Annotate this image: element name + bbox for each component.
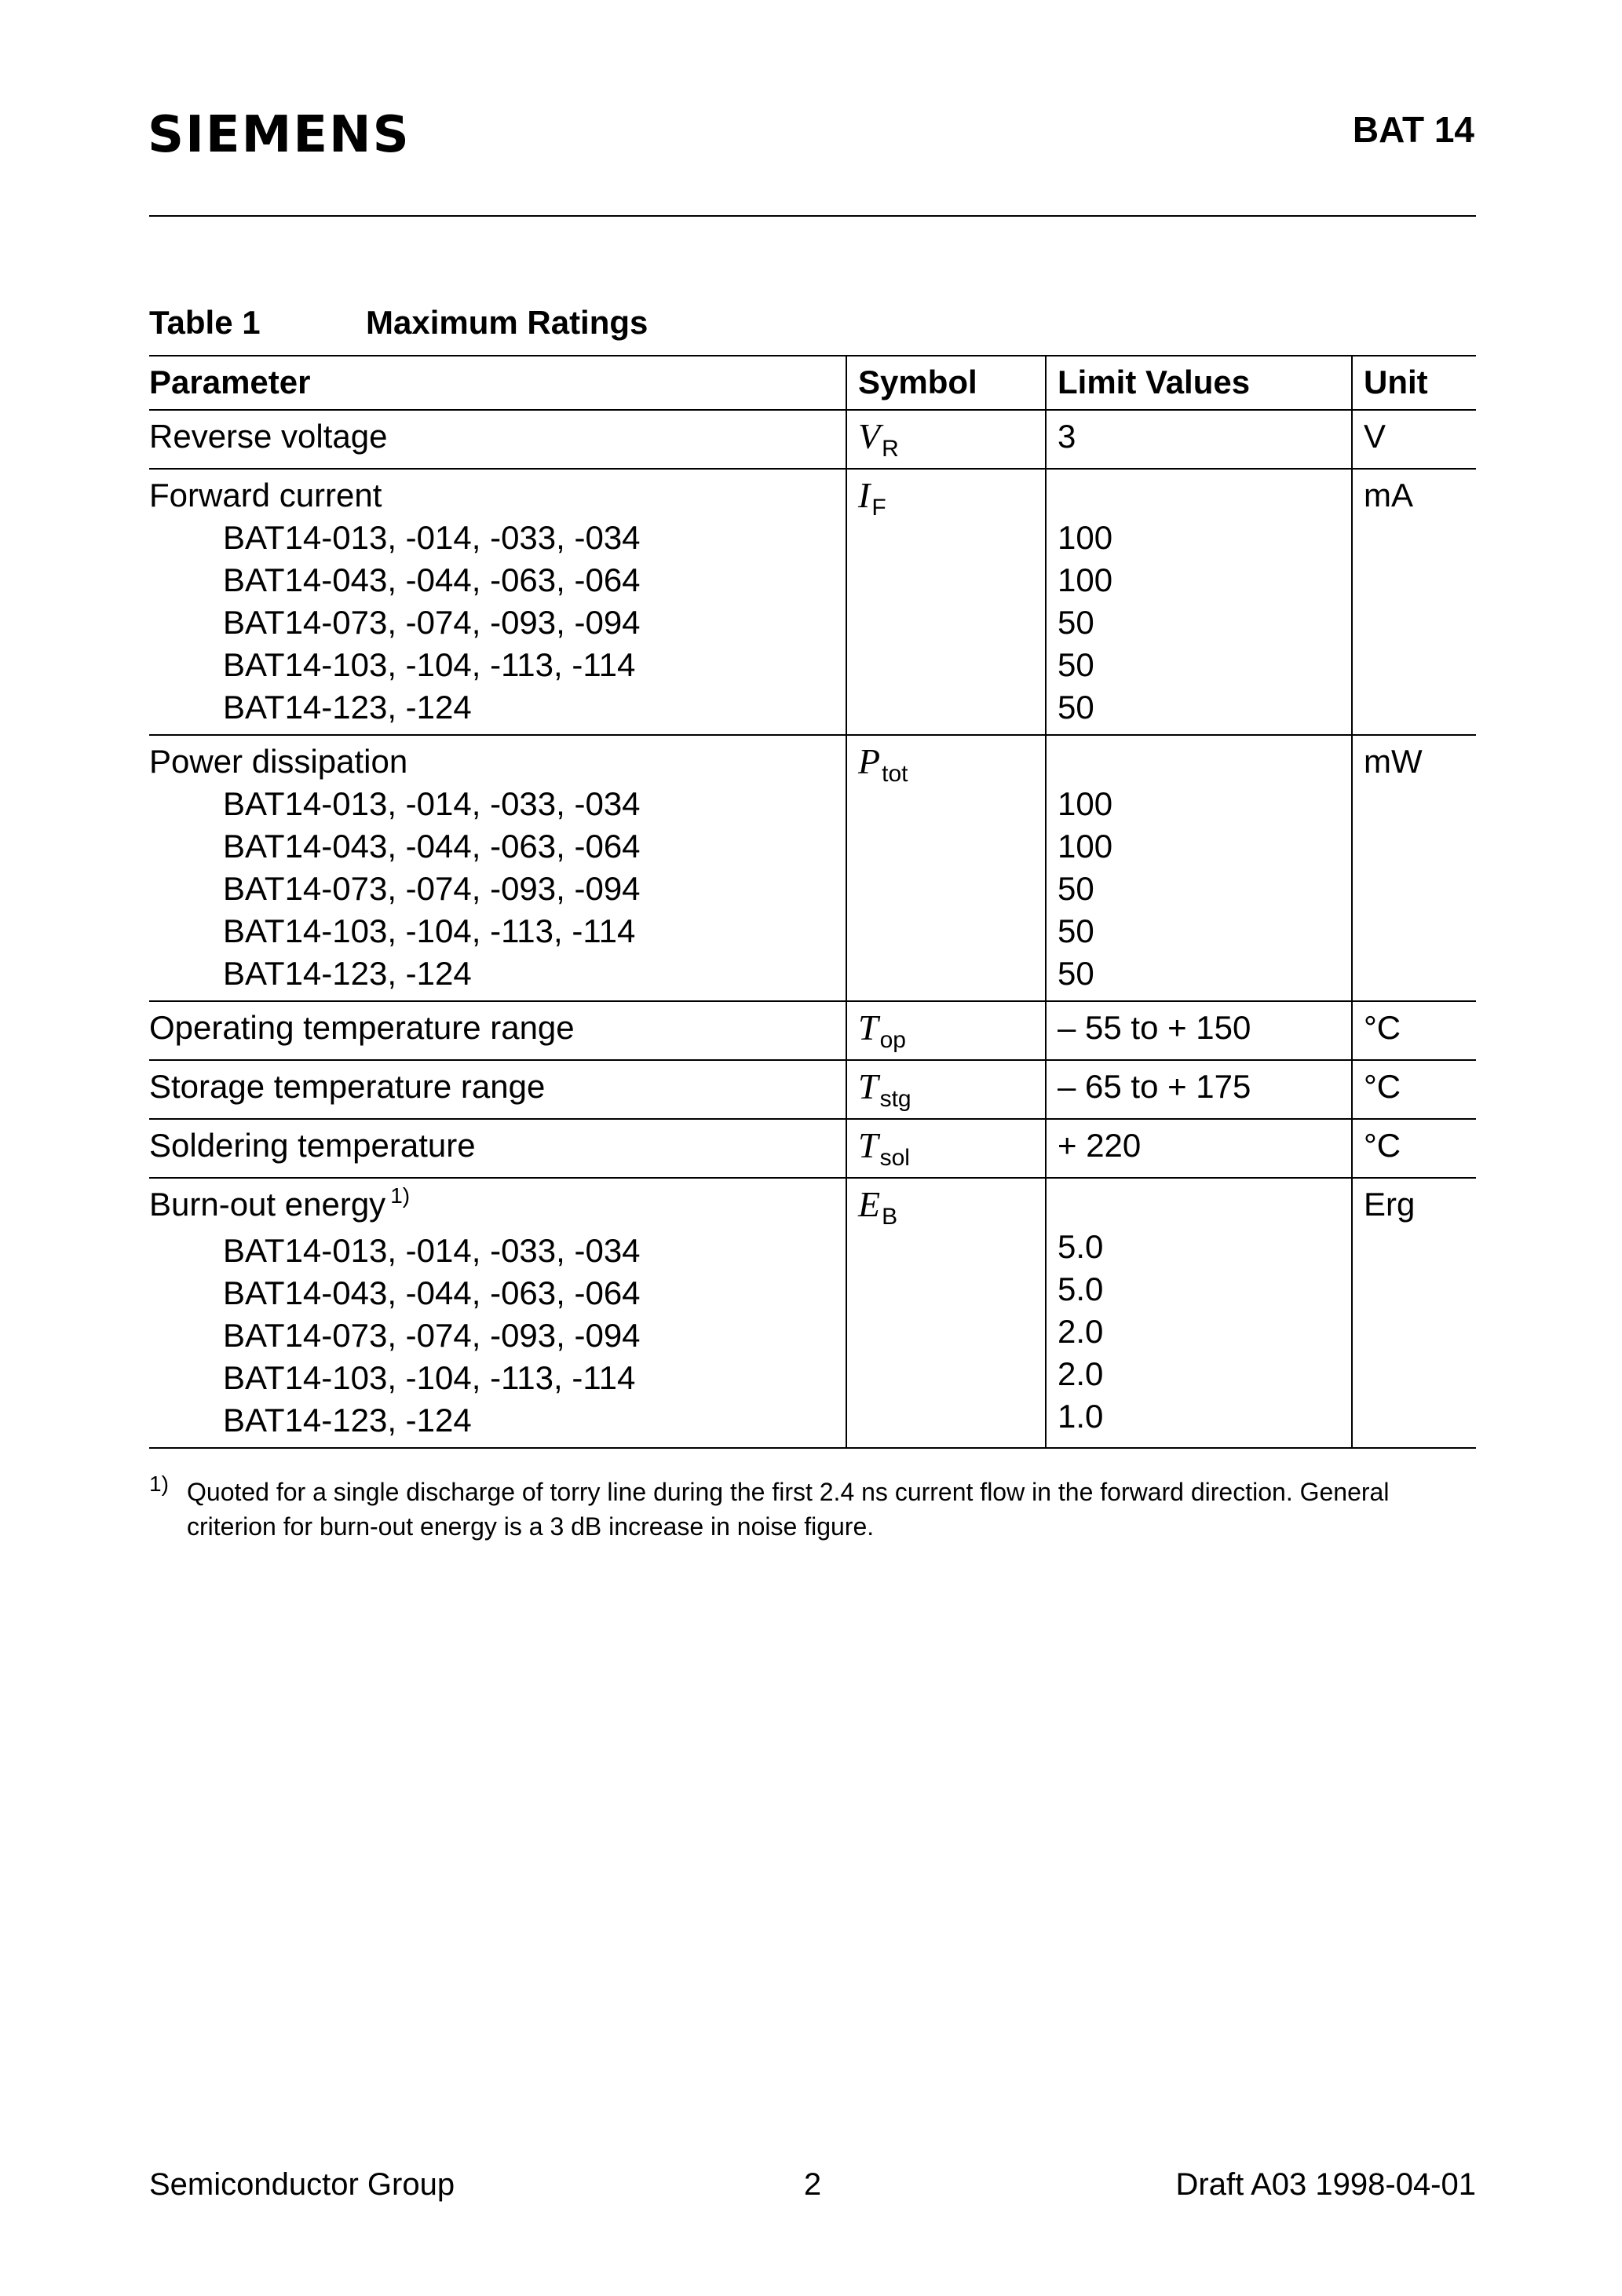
table-header-row bbox=[149, 356, 1476, 410]
variant-name: BAT14-123, -124 bbox=[223, 1402, 472, 1439]
limit-value: – 55 to + 150 bbox=[1058, 1009, 1251, 1046]
variant-name: BAT14-043, -044, -063, -064 bbox=[223, 1274, 641, 1311]
variant-name: BAT14-043, -044, -063, -064 bbox=[223, 561, 641, 598]
symbol-subscript: sol bbox=[879, 1145, 910, 1171]
column-header-unit: Unit bbox=[1352, 356, 1476, 410]
limit-value-spacer bbox=[1058, 740, 1351, 783]
document-id: BAT 14 bbox=[1352, 109, 1474, 150]
maximum-ratings-table bbox=[149, 355, 1476, 1449]
parameter-name bbox=[149, 1066, 846, 1108]
table-row bbox=[149, 1060, 1476, 1119]
table-row bbox=[149, 410, 1476, 469]
limit-value-cell bbox=[1046, 1060, 1352, 1119]
variant-value: 50 bbox=[1058, 955, 1094, 992]
symbol-cell bbox=[846, 1178, 1046, 1448]
parameter-label: Reverse voltage bbox=[149, 418, 388, 455]
unit-cell: mW bbox=[1352, 735, 1476, 1001]
limit-value-cell bbox=[1046, 469, 1352, 735]
table-row bbox=[149, 1001, 1476, 1060]
variant-value: 5.0 bbox=[1058, 1270, 1104, 1307]
footnote-text: Quoted for a single discharge of torry line during the first 2.4 ns current flow in the forward direction. General criterion for burn-out energy is a 3 dB increase in noise figure. bbox=[187, 1478, 1390, 1541]
table-caption bbox=[149, 306, 648, 339]
header-divider bbox=[149, 215, 1476, 217]
variant-name: BAT14-103, -104, -113, -114 bbox=[223, 646, 636, 683]
table-title: Maximum Ratings bbox=[366, 304, 648, 341]
limit-value-cell bbox=[1046, 1119, 1352, 1178]
footnote-reference: 1) bbox=[390, 1183, 411, 1208]
footnote-mark: 1) bbox=[149, 1472, 169, 1496]
symbol-letter: P bbox=[858, 741, 881, 781]
unit-cell: mA bbox=[1352, 469, 1476, 735]
parameter-label: Burn-out energy bbox=[149, 1186, 386, 1223]
variant-name: BAT14-123, -124 bbox=[223, 955, 472, 992]
footer-draft-date: Draft A03 1998-04-01 bbox=[1175, 2167, 1476, 2202]
variant-value: 100 bbox=[1058, 561, 1113, 598]
column-header-symbol: Symbol bbox=[846, 356, 1046, 410]
symbol-subscript: B bbox=[882, 1204, 898, 1230]
siemens-logo: SIEMENS bbox=[148, 106, 411, 164]
limit-value-cell bbox=[1046, 735, 1352, 1001]
symbol-subscript: R bbox=[882, 436, 899, 462]
limit-value-cell bbox=[1046, 1178, 1352, 1448]
limit-value-cell bbox=[1046, 1001, 1352, 1060]
variant-value: 100 bbox=[1058, 519, 1113, 556]
parameter-label: Power dissipation bbox=[149, 743, 408, 780]
parameter-cell bbox=[149, 1060, 846, 1119]
limit-value: 3 bbox=[1058, 418, 1076, 455]
parameter-label: Operating temperature range bbox=[149, 1009, 575, 1046]
variant-value: 2.0 bbox=[1058, 1355, 1104, 1392]
variant-value: 1.0 bbox=[1058, 1398, 1104, 1435]
parameter-cell bbox=[149, 1178, 846, 1448]
parameter-name bbox=[149, 1007, 846, 1049]
symbol-cell bbox=[846, 1001, 1046, 1060]
limit-value-cell bbox=[1046, 410, 1352, 469]
parameter-name bbox=[149, 474, 846, 517]
unit-cell: °C bbox=[1352, 1119, 1476, 1178]
variant-name: BAT14-123, -124 bbox=[223, 689, 472, 726]
unit-cell: °C bbox=[1352, 1001, 1476, 1060]
variant-name: BAT14-073, -074, -093, -094 bbox=[223, 870, 641, 907]
variant-name: BAT14-043, -044, -063, -064 bbox=[223, 828, 641, 865]
column-header-parameter: Parameter bbox=[149, 356, 846, 410]
variant-value: 50 bbox=[1058, 870, 1094, 907]
parameter-cell bbox=[149, 1119, 846, 1178]
variant-value: 100 bbox=[1058, 828, 1113, 865]
parameter-label: Forward current bbox=[149, 477, 382, 514]
symbol-letter: I bbox=[858, 475, 871, 515]
symbol-subscript: stg bbox=[879, 1086, 911, 1112]
symbol-subscript: op bbox=[879, 1027, 906, 1053]
variant-value: 2.0 bbox=[1058, 1313, 1104, 1350]
variant-value: 100 bbox=[1058, 785, 1113, 822]
symbol-letter: T bbox=[858, 1066, 879, 1106]
table-label: Table 1 bbox=[149, 304, 261, 341]
symbol-cell bbox=[846, 410, 1046, 469]
symbol-letter: T bbox=[858, 1125, 879, 1165]
table-row bbox=[149, 735, 1476, 1001]
footnote bbox=[149, 1472, 1476, 1544]
variant-name: BAT14-013, -014, -033, -034 bbox=[223, 1232, 641, 1269]
variant-name: BAT14-013, -014, -033, -034 bbox=[223, 785, 641, 822]
symbol-subscript: tot bbox=[882, 761, 908, 787]
variant-value: 5.0 bbox=[1058, 1228, 1104, 1265]
variant-value: 50 bbox=[1058, 689, 1094, 726]
limit-value-spacer bbox=[1058, 474, 1351, 517]
table-row bbox=[149, 469, 1476, 735]
parameter-name bbox=[149, 1124, 846, 1167]
symbol-cell bbox=[846, 735, 1046, 1001]
unit-cell: V bbox=[1352, 410, 1476, 469]
parameter-label: Storage temperature range bbox=[149, 1068, 546, 1105]
parameter-cell bbox=[149, 1001, 846, 1060]
variant-name: BAT14-073, -074, -093, -094 bbox=[223, 1317, 641, 1354]
footer-page-number: 2 bbox=[803, 2167, 822, 2202]
variant-value: 50 bbox=[1058, 912, 1094, 949]
unit-cell: Erg bbox=[1352, 1178, 1476, 1448]
limit-value-spacer bbox=[1058, 1183, 1351, 1226]
parameter-cell bbox=[149, 469, 846, 735]
symbol-cell bbox=[846, 1060, 1046, 1119]
variant-name: BAT14-103, -104, -113, -114 bbox=[223, 912, 636, 949]
table-row bbox=[149, 1119, 1476, 1178]
parameter-name bbox=[149, 1183, 846, 1230]
variant-name: BAT14-103, -104, -113, -114 bbox=[223, 1359, 636, 1396]
table-row bbox=[149, 1178, 1476, 1448]
symbol-letter: E bbox=[858, 1184, 881, 1224]
symbol-letter: V bbox=[858, 416, 881, 456]
column-header-limit-values: Limit Values bbox=[1046, 356, 1352, 410]
variant-value: 50 bbox=[1058, 646, 1094, 683]
limit-value: + 220 bbox=[1058, 1127, 1142, 1164]
symbol-cell bbox=[846, 469, 1046, 735]
parameter-label: Soldering temperature bbox=[149, 1127, 476, 1164]
parameter-cell bbox=[149, 735, 846, 1001]
footer-publisher: Semiconductor Group bbox=[149, 2167, 455, 2202]
variant-value: 50 bbox=[1058, 604, 1094, 641]
parameter-cell bbox=[149, 410, 846, 469]
symbol-letter: T bbox=[858, 1007, 879, 1047]
parameter-name bbox=[149, 740, 846, 783]
parameter-name bbox=[149, 415, 846, 458]
table-body bbox=[149, 410, 1476, 1448]
symbol-subscript: F bbox=[871, 495, 886, 521]
variant-name: BAT14-073, -074, -093, -094 bbox=[223, 604, 641, 641]
limit-value: – 65 to + 175 bbox=[1058, 1068, 1251, 1105]
symbol-cell bbox=[846, 1119, 1046, 1178]
variant-name: BAT14-013, -014, -033, -034 bbox=[223, 519, 641, 556]
unit-cell: °C bbox=[1352, 1060, 1476, 1119]
